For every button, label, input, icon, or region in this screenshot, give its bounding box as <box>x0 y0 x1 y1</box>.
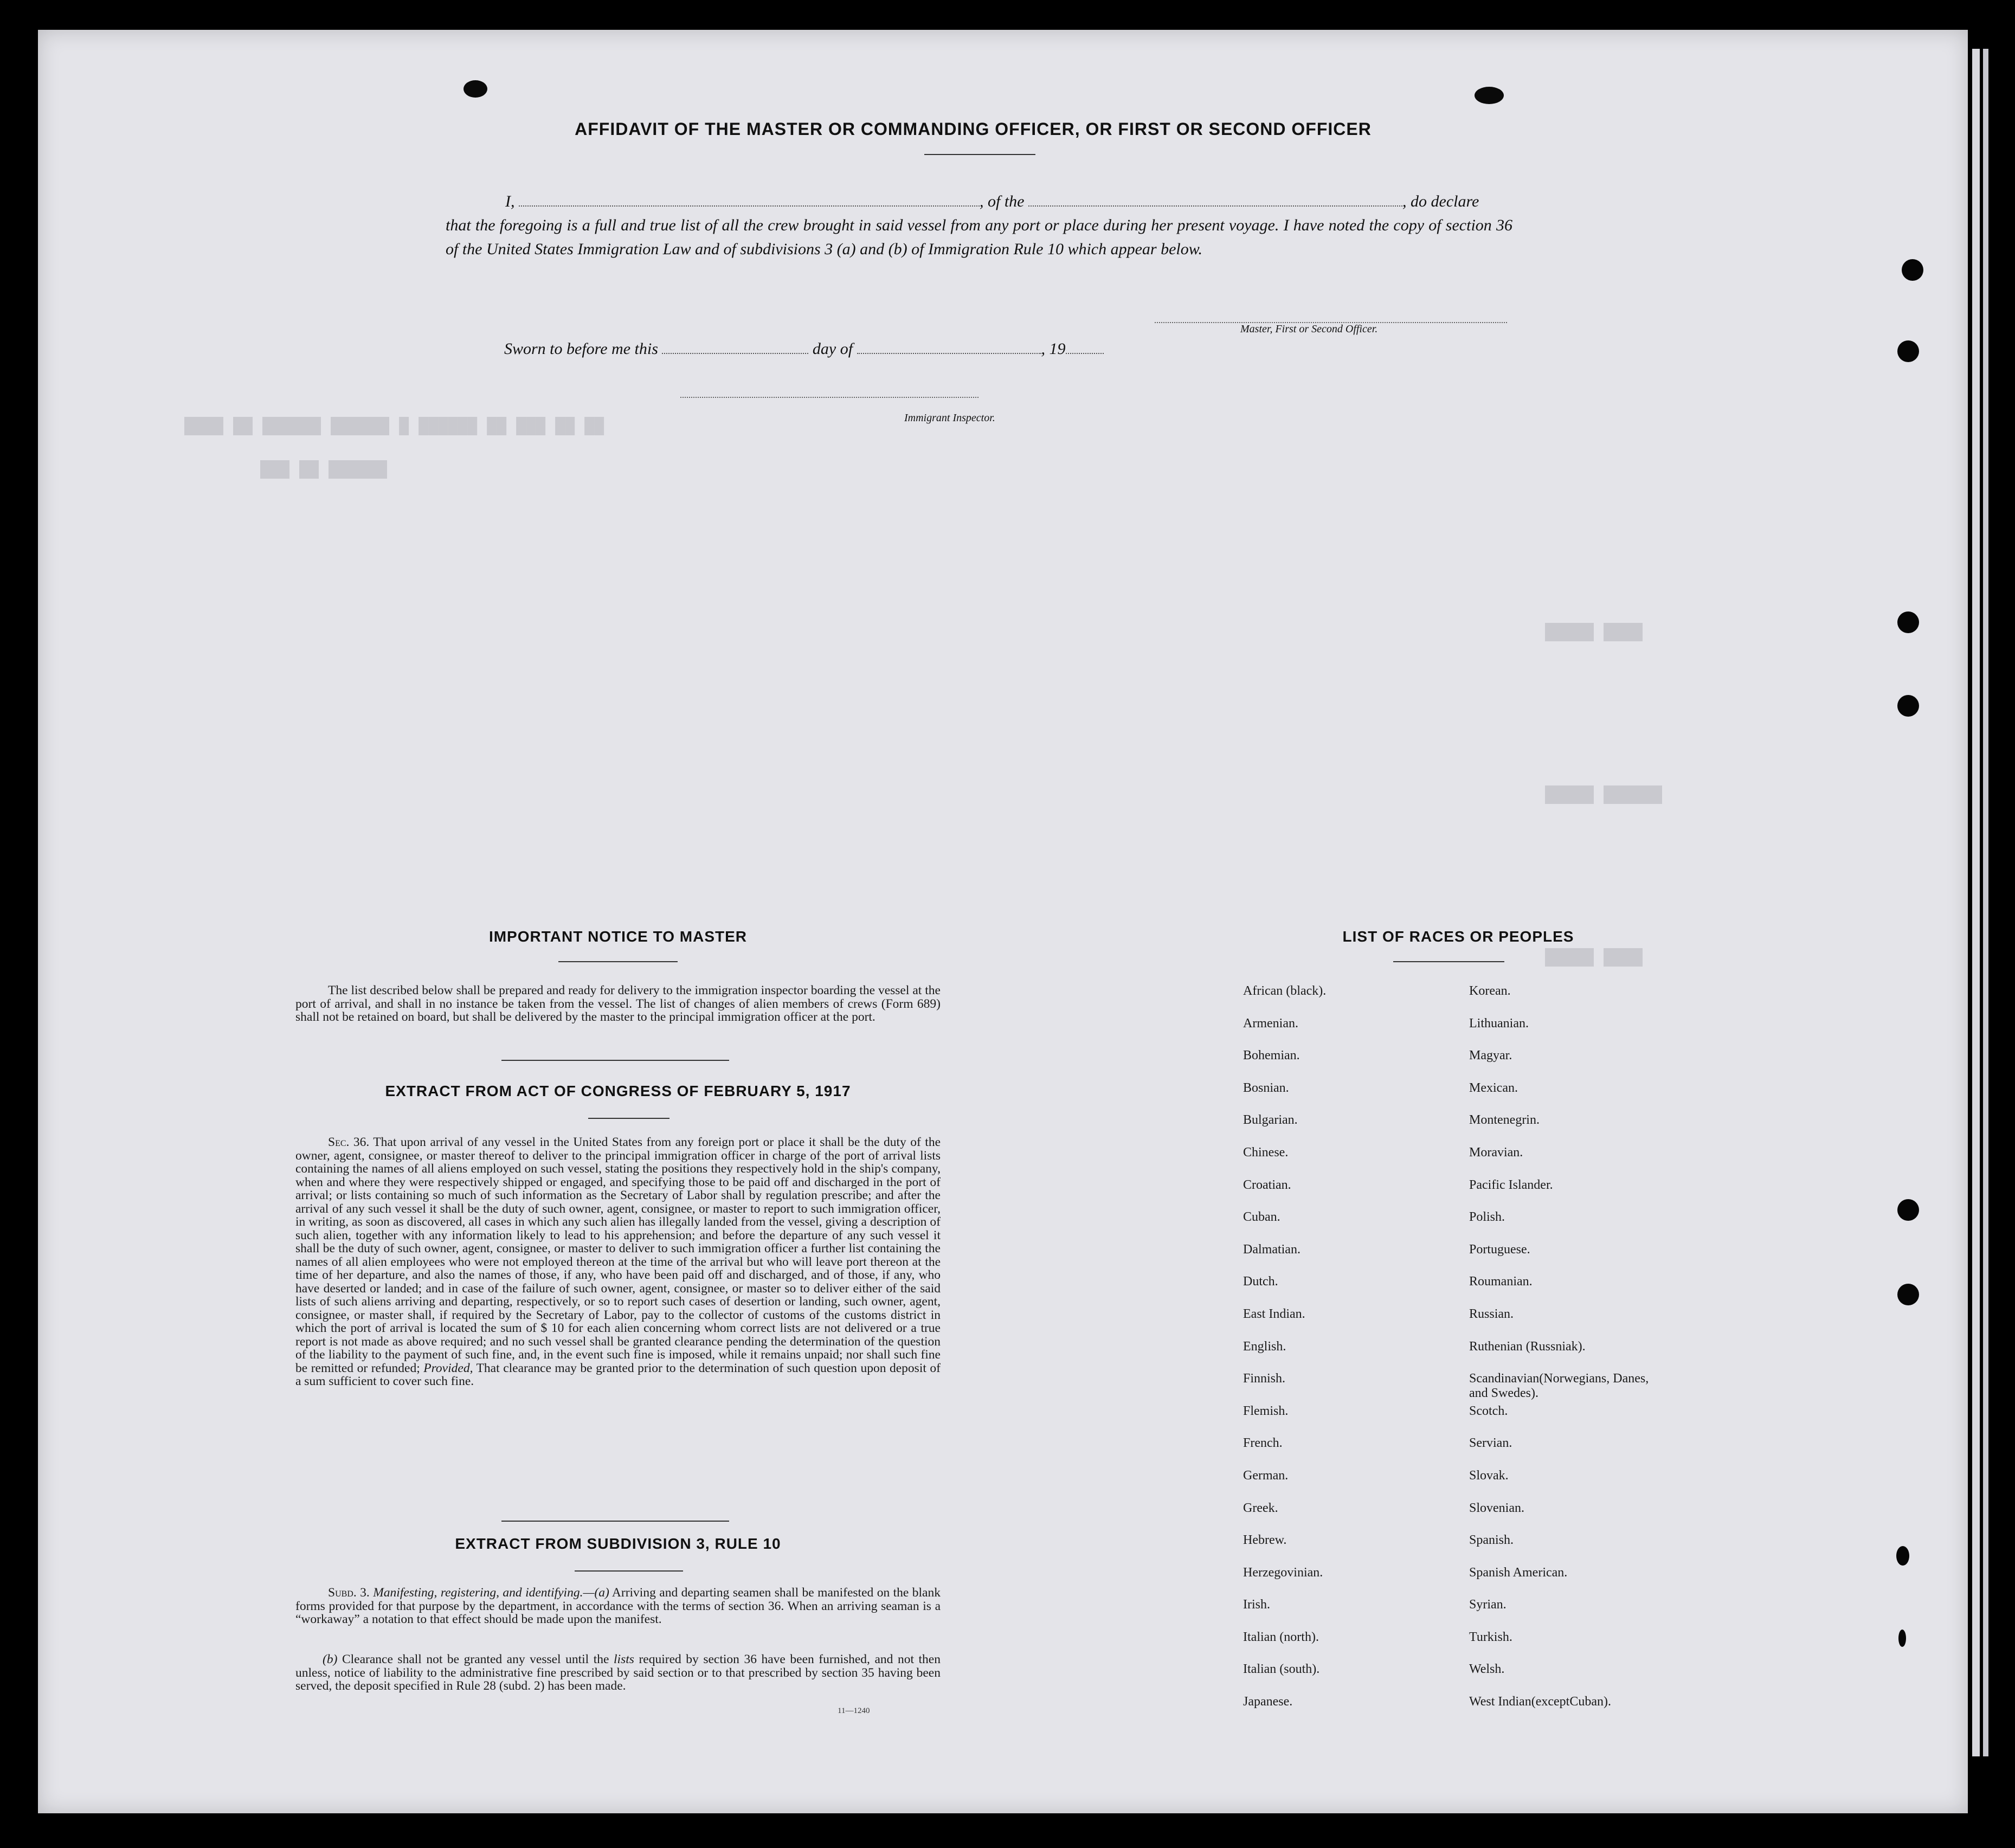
affidavit-title: AFFIDAVIT OF THE MASTER OR COMMANDING OFFICER, OR FIRST OR SECOND OFFICER <box>575 119 1372 139</box>
declarant-label: I, <box>505 192 515 210</box>
ink-blot <box>463 80 487 98</box>
race-item: Pacific Islander. <box>1469 1177 1553 1192</box>
bleed-through: █████ ████ <box>1545 949 1643 967</box>
race-item: Slovenian. <box>1469 1501 1524 1515</box>
punch-hole <box>1897 611 1919 633</box>
item-b-label: (b) <box>323 1652 338 1666</box>
rule-subdivision-b <box>295 1653 941 1693</box>
race-item: Herzegovinian. <box>1243 1565 1323 1580</box>
punch-hole <box>1897 340 1919 362</box>
section-36-text: That upon arrival of any vessel in the United States from any foreign port or place it shall be the duty of the owner, agent, consignee, or master thereof to deliver to the principal immigration officer in charge of the port of arrival lists containing the names of all aliens employed on such vessel, stating the positions they respectively hold in the ship's company, when and where they were respectively shipped or engaged, and specifying those to be paid off and discharged in the port of arrival; or lists containing so much of such information as the Secretary of Labor shall by regulation prescribe; and after the arrival of any such vessel it shall be the duty of such owner, agent, consignee, or master to report to such immigration officer, in writing, as soon as discovered, all cases in which any such alien has illegally landed from the vessel, giving a description of such alien, together with any information likely to lead to his apprehension; and before the departure of any such vessel it shall be the duty of such owner, agent, consignee, or master to deliver to such immigration officer a further list containing the names of all alien employees who were not employed thereon at the time of the arrival but who will leave port thereon at the time of her departure, and also the names of those, if any, who have been paid off and discharged, and of those, if any, who have deserted or landed; and in case of the failure of such owner, agent, consignee, or master so to deliver either of the said lists of such aliens arriving and departing, respectively, or so to report such cases of desertion or landing, such owner, agent, consignee, or master shall, if required by the Secretary of Labor, pay to the collector of customs of the customs district in which the port of arrival is located the sum of $ 10 for each alien concerning whom correct lists are not delivered or a true report is not made as above required; and no such vessel shall be granted clearance pending the determination of the question of the liability to the payment of such fine, and, in the event such fine is imposed, while it remains unpaid; nor shall such fine be remitted or refunded; <box>295 1135 941 1375</box>
race-item: Greek. <box>1243 1501 1278 1515</box>
race-item: French. <box>1243 1436 1283 1451</box>
race-item: East Indian. <box>1243 1306 1305 1321</box>
race-item: Welsh. <box>1469 1662 1505 1677</box>
page-edge <box>1972 49 1980 1756</box>
act-underline <box>588 1118 669 1119</box>
race-item: Flemish. <box>1243 1403 1289 1418</box>
bleed-through: ███ ██ ██████ <box>260 461 388 479</box>
rule-subdivision-a <box>295 1586 941 1626</box>
item-b-text-2: required by section 36 have been furnished, and not then unless, notice of liability to the administrative fine prescribed by said section or to that prescribed by section 35 having been served, the deposit specified in Rule 28 (subd. 2) has been made. <box>295 1652 941 1693</box>
punch-hole <box>1897 1284 1919 1305</box>
race-item: Scotch. <box>1469 1403 1508 1418</box>
master-label: Master, First or Second Officer. <box>1240 323 1378 335</box>
race-item: Dutch. <box>1243 1274 1278 1289</box>
race-item: Japanese. <box>1243 1695 1293 1709</box>
race-item: Servian. <box>1469 1436 1512 1451</box>
punch-hole <box>1897 695 1919 717</box>
race-item: Armenian. <box>1243 1016 1298 1031</box>
act-extract-text <box>295 1136 941 1388</box>
notice-underline <box>558 961 678 962</box>
race-item: Slovak. <box>1469 1468 1509 1483</box>
races-left-column <box>1243 984 1326 1727</box>
provided-word: Provided, <box>423 1361 473 1375</box>
rule-underline <box>575 1570 683 1572</box>
race-item: Montenegrin. <box>1469 1113 1540 1128</box>
item-b-lists: lists <box>614 1652 634 1666</box>
section-number: Sec. 36. <box>328 1135 370 1149</box>
race-item: Finnish. <box>1243 1371 1286 1386</box>
inspector-signature-field[interactable] <box>680 396 978 398</box>
item-a-label: —(a) <box>583 1586 609 1600</box>
races-title: LIST OF RACES OR PEOPLES <box>1342 928 1574 945</box>
bleed-through: ████ ██ ██████ ██████ █ ██████ ██ ███ ██ ██ <box>184 417 604 436</box>
race-item: Hebrew. <box>1243 1533 1287 1548</box>
declare-label: , do declare <box>1402 192 1479 210</box>
race-item: Polish. <box>1469 1210 1505 1225</box>
race-item: Chinese. <box>1243 1145 1289 1160</box>
year-prefix: , 19 <box>1041 340 1066 358</box>
race-item: Italian (north). <box>1243 1630 1319 1644</box>
sworn-month-field[interactable] <box>857 339 1041 354</box>
races-underline <box>1393 961 1504 962</box>
race-item: English. <box>1243 1339 1286 1354</box>
race-item: Korean. <box>1469 984 1511 998</box>
item-b-text-1: Clearance shall not be granted any vessel until the <box>342 1652 609 1666</box>
race-item: Croatian. <box>1243 1177 1291 1192</box>
race-item: Lithuanian. <box>1469 1016 1529 1031</box>
race-item: Portuguese. <box>1469 1242 1530 1257</box>
race-item: African (black). <box>1243 984 1327 998</box>
race-item: Roumanian. <box>1469 1274 1533 1289</box>
races-right-column <box>1469 984 1664 1727</box>
day-of-label: day of <box>812 340 853 358</box>
race-item: Magyar. <box>1469 1048 1512 1063</box>
race-item: Irish. <box>1243 1598 1270 1612</box>
vessel-label: , of the <box>980 192 1025 210</box>
race-item: Spanish American. <box>1469 1565 1568 1580</box>
sworn-year-field[interactable] <box>1066 339 1104 354</box>
vessel-name-field[interactable] <box>1028 191 1402 207</box>
notice-title: IMPORTANT NOTICE TO MASTER <box>488 928 748 945</box>
race-item: Scandinavian(Norwegians, Danes, and Swedes). <box>1469 1371 1649 1401</box>
race-item: Syrian. <box>1469 1598 1507 1612</box>
race-item: Moravian. <box>1469 1145 1523 1160</box>
title-underline <box>924 154 1035 155</box>
race-item: Spanish. <box>1469 1533 1514 1548</box>
section-divider <box>501 1521 729 1522</box>
punch-hole <box>1897 1199 1919 1221</box>
race-item: Ruthenian (Russniak). <box>1469 1339 1586 1354</box>
sworn-day-field[interactable] <box>662 339 808 354</box>
subdivision-title: Manifesting, registering, and identifying. <box>373 1586 583 1600</box>
race-item: Bohemian. <box>1243 1048 1300 1063</box>
sworn-line <box>504 339 1104 358</box>
race-item: German. <box>1243 1468 1289 1483</box>
inspector-label: Immigrant Inspector. <box>904 412 995 424</box>
page-edge <box>1983 49 1988 1756</box>
race-item: Bosnian. <box>1243 1080 1289 1095</box>
section-36-proviso: That clearance may be granted prior to the determination of such question upon deposit of a sum sufficient to cover such fine. <box>295 1361 941 1388</box>
declarant-name-field[interactable] <box>519 191 980 207</box>
race-item: Italian (south). <box>1243 1662 1320 1677</box>
subdivision-number: Subd. 3. <box>328 1586 370 1600</box>
race-item: Dalmatian. <box>1243 1242 1301 1257</box>
punch-hole <box>1896 1546 1909 1566</box>
notice-text: The list described below shall be prepared and ready for delivery to the immigration inspector boarding the vessel at the port of arrival, and shall in no instance be taken from the vessel. The list of changes of alien members of crews (Form 689) shall not be retained on board, but shall be delivered by the master to the principal immigration officer at the port. <box>295 983 941 1024</box>
ink-blot <box>1475 87 1504 104</box>
affidavit-text <box>446 190 1512 261</box>
race-item: Turkish. <box>1469 1630 1512 1644</box>
affidavit-body: that the foregoing is a full and true list of all the crew brought in said vessel from any port or place during her present voyage. I have noted the copy of section 36 of the United States Immigration Law and of subdivisions 3 (a) and (b) of Immigration Rule 10 which appear below. <box>446 216 1512 258</box>
race-item: Cuban. <box>1243 1210 1280 1225</box>
punch-hole <box>1898 1630 1906 1647</box>
bleed-through: █████ ████ <box>1545 623 1643 642</box>
rule-extract-title: EXTRACT FROM SUBDIVISION 3, RULE 10 <box>455 1535 781 1552</box>
race-item: Bulgarian. <box>1243 1113 1298 1128</box>
race-item: West Indian(exceptCuban). <box>1469 1695 1611 1709</box>
section-divider <box>501 1060 729 1061</box>
form-number: 11—1240 <box>838 1707 870 1715</box>
race-item: Russian. <box>1469 1306 1514 1321</box>
item-a-text: Arriving and departing seamen shall be manifested on the blank forms provided for that purpose by the department, in accordance with the terms of section 36. When an arriving seaman is a “workaway” a notation to that effect should be made upon the manifest. <box>295 1586 941 1626</box>
bleed-through: █████ ██████ <box>1545 786 1663 804</box>
race-item: Mexican. <box>1469 1080 1518 1095</box>
punch-hole <box>1902 259 1923 281</box>
sworn-label: Sworn to before me this <box>504 340 658 358</box>
act-extract-title: EXTRACT FROM ACT OF CONGRESS OF FEBRUARY 5, 1917 <box>385 1083 851 1099</box>
